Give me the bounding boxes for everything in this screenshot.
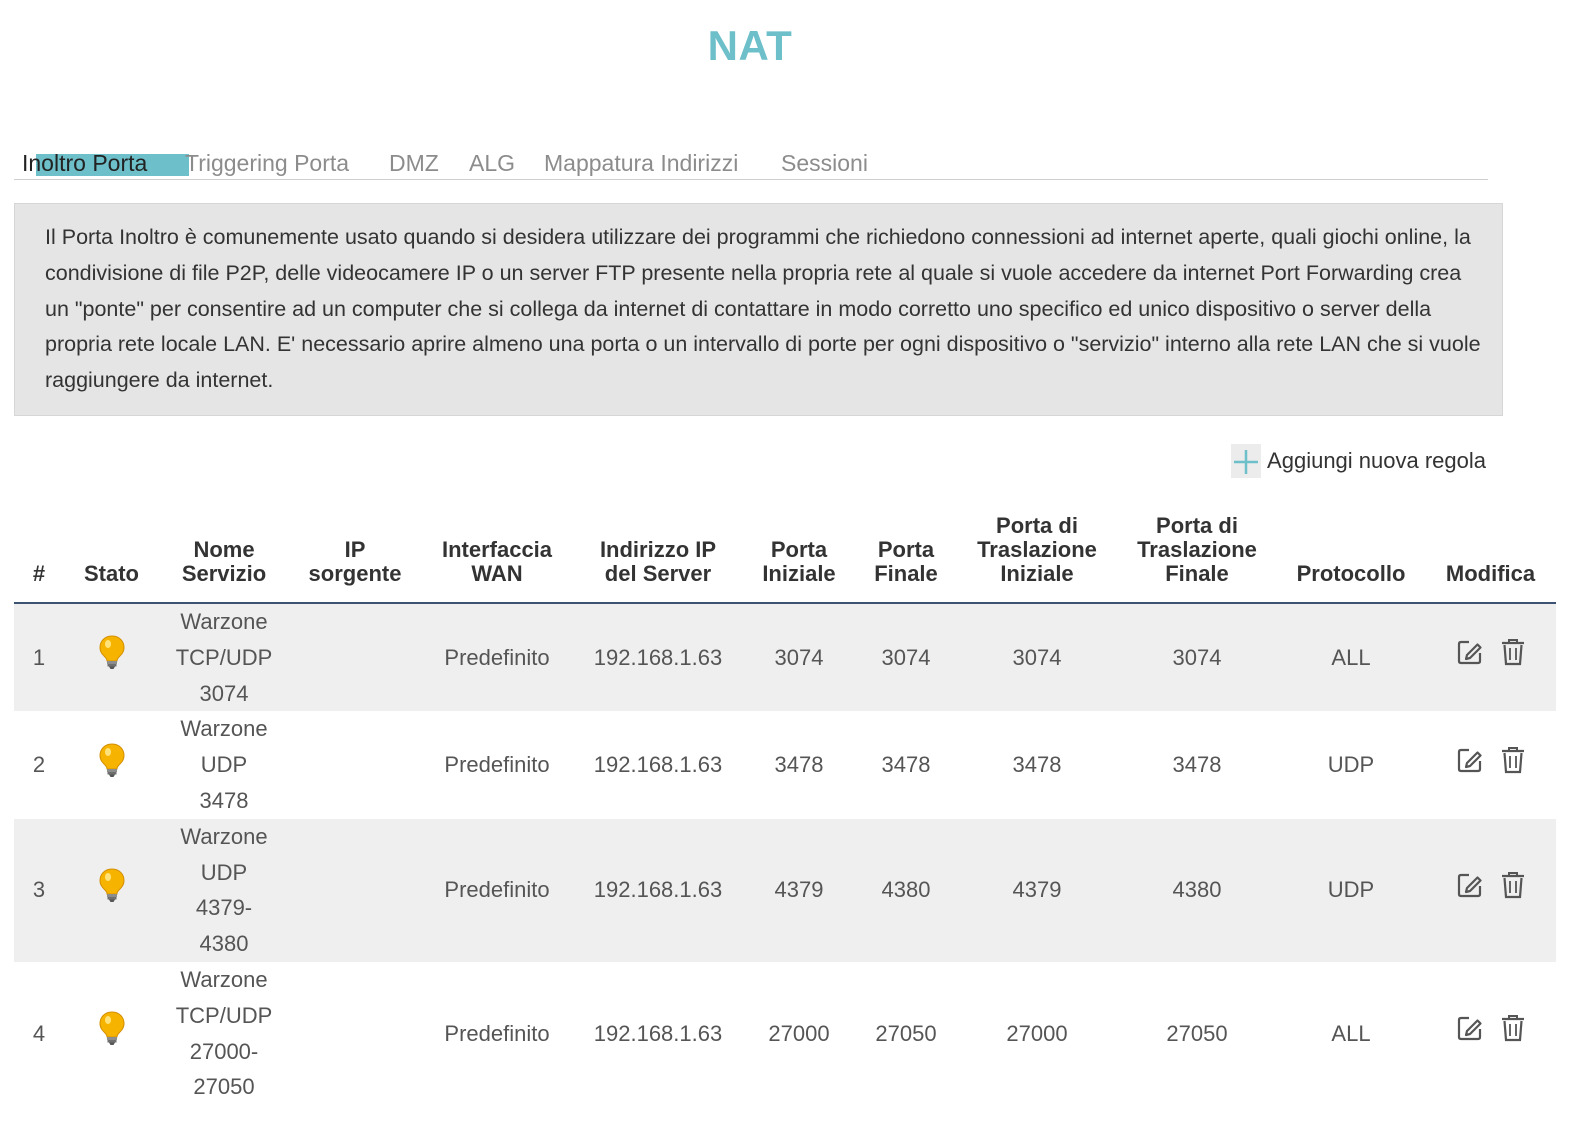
- add-rule-label: Aggiungi nuova regola: [1267, 448, 1486, 473]
- cell-service-name: [159, 962, 289, 1105]
- cell-source-ip: [289, 962, 421, 1105]
- cell-server-ip: 192.168.1.63: [593, 1020, 723, 1046]
- table-row: [14, 819, 1556, 962]
- cell-start-port: 3074: [774, 644, 824, 670]
- table-header-row: [14, 514, 1556, 603]
- table-row: [14, 603, 1556, 711]
- cell-source-ip: [289, 711, 421, 818]
- edit-icon[interactable]: [1456, 1014, 1484, 1053]
- service-name-line: UDP: [200, 752, 248, 778]
- trash-icon[interactable]: [1500, 871, 1526, 910]
- tab-mappatura-indirizzi[interactable]: Mappatura Indirizzi: [544, 150, 739, 176]
- add-rule-button[interactable]: [1231, 442, 1486, 480]
- trash-icon[interactable]: [1500, 1014, 1526, 1053]
- cell-wan-interface: Predefinito: [444, 752, 550, 778]
- cell-source-ip: [289, 603, 421, 711]
- cell-wan-interface: Predefinito: [444, 1020, 550, 1046]
- tab-bar: [14, 146, 1488, 180]
- col-header-index: #: [14, 514, 64, 603]
- port-forwarding-table: [14, 514, 1556, 1105]
- cell-index: 3: [32, 877, 46, 903]
- cell-start-port: 4379: [774, 877, 824, 903]
- cell-trans-start-port: 3074: [1012, 644, 1062, 670]
- cell-wan-interface: Predefinito: [444, 644, 550, 670]
- cell-end-port: 3478: [881, 752, 931, 778]
- cell-edit-actions: [1425, 711, 1556, 818]
- service-name-line: TCP/UDP: [175, 1002, 273, 1028]
- tab-alg[interactable]: ALG: [469, 150, 516, 176]
- service-name-line: TCP/UDP: [175, 644, 273, 670]
- lightbulb-on-icon: [97, 634, 127, 681]
- tab-dmz[interactable]: DMZ: [389, 150, 439, 176]
- cell-protocol: ALL: [1331, 644, 1371, 670]
- trash-icon[interactable]: [1500, 746, 1526, 785]
- service-name-line: UDP: [200, 859, 248, 885]
- cell-end-port: 3074: [881, 644, 931, 670]
- edit-icon[interactable]: [1456, 871, 1484, 910]
- service-name-line: 27050: [193, 1074, 255, 1100]
- cell-trans-end-port: 3478: [1172, 752, 1222, 778]
- cell-protocol: ALL: [1331, 1020, 1371, 1046]
- table-row: [14, 962, 1556, 1105]
- cell-status: [64, 819, 159, 962]
- cell-start-port: 3478: [774, 752, 824, 778]
- cell-edit-actions: [1425, 819, 1556, 962]
- col-header-status: Stato: [64, 514, 159, 603]
- plus-icon: [1231, 444, 1261, 478]
- col-header-wan-interface: Interfaccia WAN: [421, 514, 573, 603]
- service-name-line: 4380: [199, 931, 249, 957]
- cell-protocol: UDP: [1327, 752, 1375, 778]
- service-name-line: 4379-: [195, 895, 253, 921]
- lightbulb-on-icon: [97, 1010, 127, 1057]
- edit-icon[interactable]: [1456, 746, 1484, 785]
- col-header-edit: Modifica: [1425, 514, 1556, 603]
- service-name-line: Warzone: [180, 966, 268, 992]
- service-name-line: Warzone: [180, 823, 268, 849]
- cell-status: [64, 962, 159, 1105]
- cell-trans-end-port: 27050: [1166, 1020, 1228, 1046]
- cell-server-ip: 192.168.1.63: [593, 644, 723, 670]
- service-name-line: Warzone: [180, 716, 268, 742]
- lightbulb-on-icon: [97, 742, 127, 789]
- cell-status: [64, 711, 159, 818]
- service-name-line: 3478: [199, 787, 249, 813]
- tab-inoltro-porta[interactable]: Inoltro Porta: [22, 150, 148, 176]
- col-header-protocol: Protocollo: [1277, 514, 1425, 603]
- col-header-source-ip: IP sorgente: [289, 514, 421, 603]
- edit-icon[interactable]: [1456, 638, 1484, 677]
- cell-start-port: 27000: [768, 1020, 830, 1046]
- cell-trans-end-port: 3074: [1172, 644, 1222, 670]
- cell-end-port: 4380: [881, 877, 931, 903]
- col-header-start-port: Porta Iniziale: [743, 514, 855, 603]
- cell-server-ip: 192.168.1.63: [593, 877, 723, 903]
- cell-index: 1: [32, 644, 46, 670]
- service-name-line: 27000-: [189, 1038, 259, 1064]
- cell-service-name: [159, 603, 289, 711]
- cell-server-ip: 192.168.1.63: [593, 752, 723, 778]
- col-header-service-name: Nome Servizio: [159, 514, 289, 603]
- trash-icon[interactable]: [1500, 638, 1526, 677]
- table-row: [14, 711, 1556, 818]
- cell-end-port: 27050: [875, 1020, 937, 1046]
- cell-trans-start-port: 3478: [1012, 752, 1062, 778]
- cell-status: [64, 603, 159, 711]
- cell-protocol: UDP: [1327, 877, 1375, 903]
- cell-trans-start-port: 27000: [1006, 1020, 1068, 1046]
- cell-service-name: [159, 711, 289, 818]
- cell-service-name: [159, 819, 289, 962]
- cell-wan-interface: Predefinito: [444, 877, 550, 903]
- col-header-trans-end-port: Porta di Traslazione Finale: [1117, 514, 1277, 603]
- cell-trans-end-port: 4380: [1172, 877, 1222, 903]
- cell-edit-actions: [1425, 603, 1556, 711]
- page-title: NAT: [707, 22, 793, 69]
- col-header-server-ip: Indirizzo IP del Server: [573, 514, 743, 603]
- service-name-line: Warzone: [180, 609, 268, 634]
- cell-trans-start-port: 4379: [1012, 877, 1062, 903]
- cell-index: 2: [32, 752, 46, 778]
- col-header-trans-start-port: Porta di Traslazione Iniziale: [957, 514, 1117, 603]
- lightbulb-on-icon: [97, 867, 127, 914]
- service-name-line: 3074: [199, 680, 249, 706]
- tab-sessioni[interactable]: Sessioni: [781, 150, 868, 176]
- cell-source-ip: [289, 819, 421, 962]
- cell-index: 4: [32, 1020, 46, 1046]
- col-header-end-port: Porta Finale: [855, 514, 957, 603]
- cell-edit-actions: [1425, 962, 1556, 1105]
- tab-triggering-porta[interactable]: Triggering Porta: [185, 150, 350, 176]
- description-box: Il Porta Inoltro è comunemente usato quando si desidera utilizzare dei programmi che richiedono connessioni ad internet aperte, quali giochi online, la condivisione di file P2P, delle videocamere IP o un server FTP presente nella propria rete al quale si vuole accedere da internet Port Forwarding crea un "ponte" per consentire ad un computer che si collega da internet di contattare in modo corretto uno specifico ed unico dispositivo o server della propria rete locale LAN. E' necessario aprire almeno una porta o un intervallo di porte per ogni dispositivo o "servizio" interno alla rete LAN che si vuole raggiungere da internet.: [14, 203, 1503, 416]
